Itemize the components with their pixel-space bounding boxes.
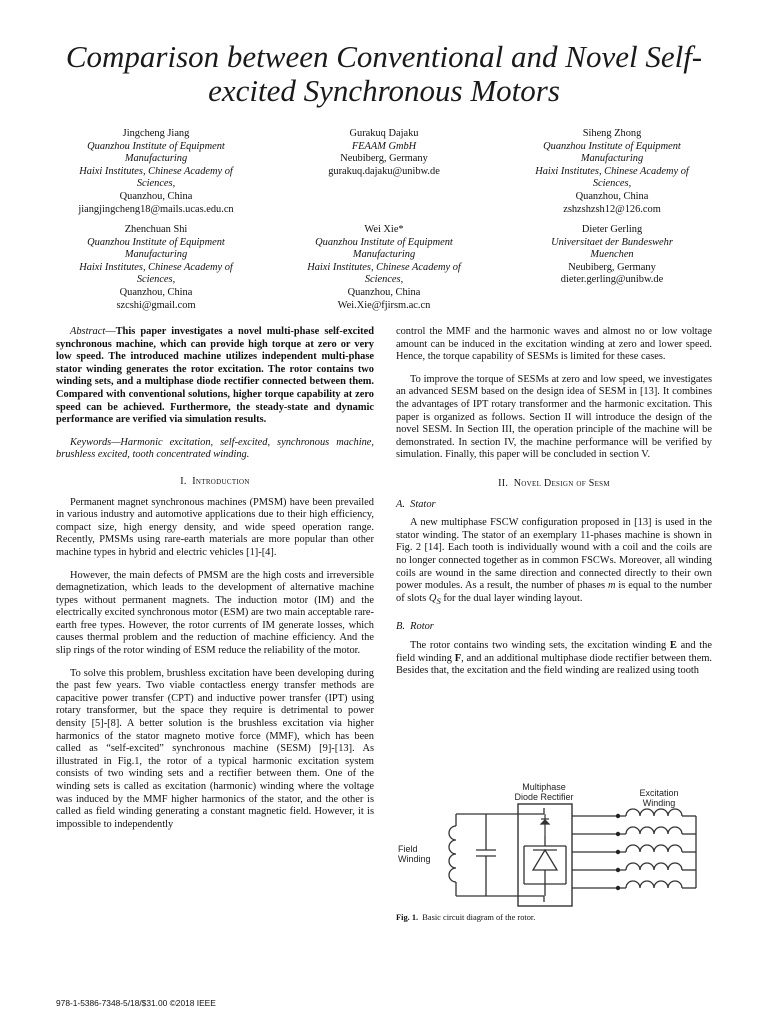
paragraph: control the MMF and the harmonic waves and almost no or low voltage amount can be induced in the excitation winding at zero and lower speed. Hence, the torque capability of SESMs is limited for these cases.: [396, 326, 712, 363]
author-location: Quanzhou, China: [347, 286, 421, 298]
author-affiliation: Manufacturing: [352, 249, 416, 261]
author-affiliation: Universitaet der Bundeswehr: [551, 236, 673, 248]
author-location: Neubiberg, Germany: [340, 153, 428, 165]
text: A new multiphase FSCW configuration proposed in [13] is used in the stator winding. The stator of an exemplary 11-phases machine is shown in Fig. 2 [14]. Each tooth is individually wound with a coil and the coils are no longer connected together as in common FSCWs. Moreover, all winding coils are wound in the same direction and connected directly to their own power modules. As a result, the number of phases: [396, 517, 712, 592]
symbol-e: E: [669, 639, 677, 651]
section-heading-novel-design: [396, 478, 712, 491]
polarity-dots: [616, 814, 620, 890]
author-name: Wei Xie*: [364, 224, 404, 235]
author-email: szcshi@gmail.com: [116, 299, 196, 311]
author-email: Wei.Xie@fjirsm.ac.cn: [337, 299, 431, 311]
author-location: Quanzhou, China: [119, 286, 193, 298]
author-email: gurakuq.dajaku@unibw.de: [328, 165, 440, 177]
author-affiliation: Quanzhou Institute of Equipment: [87, 140, 225, 152]
author-affiliation: Muenchen: [590, 249, 634, 261]
author-affiliation: Sciences,: [592, 178, 632, 190]
keywords: [56, 437, 374, 462]
symbol-f: F: [454, 652, 462, 664]
author-email: jiangjingcheng18@mails.ucas.edu.cn: [78, 203, 234, 215]
abstract-label: Abstract: [70, 326, 106, 337]
field-label-line-1: Field: [398, 844, 418, 854]
excitation-label-line-1: Excitation: [639, 788, 679, 798]
dc-bus-wires: [456, 808, 544, 902]
author-affiliation: Haixi Institutes, Chinese Academy of: [79, 165, 233, 177]
paragraph: To solve this problem, brushless excitation have been developing during the past few years. Two viable contactless energy transfer methods are capacitive power transfer (CPT) and inductive power transfer (IPT) using rotary transformer, but the space they require is detrimental to power density [5]-[8]. A better solution is the brushless excitation via higher harmonics of the stator magneto motive force (MMF), which has been called as “self-excited” synchronous machine (SESM) [9]-[13]. As illustrated in Fig.1, the rotor of a typical harmonic excitation system consists of two winding sets and a rectifier between them. One of the winding sets is called as excitation (harmonic) winding where the voltage was induced by the MMF higher harmonics of the stator, and the other is called as field winding generating a constant magnetic field. However, it is impossible to independently: [56, 667, 374, 830]
rotor-circuit-diagram: [396, 780, 716, 910]
subsection-title: Stator: [410, 498, 436, 510]
author-affiliation: Manufacturing: [580, 153, 644, 165]
abstract-dash: —: [105, 326, 116, 337]
paragraph: However, the main defects of PMSM are the high costs and irreversible demagnetization, which leads to the development of alternative machine types without permanent magnets. The induction motor (IM) and the electrically excited synchronous motor (ESM) are two main acceptable rare-earth free types. However, the rotor currents of IM generate losses, which causes thermal problem and the reduction of machine efficiency. And the slip rings of the rotor winding of ESM reduce the reliability of the motor.: [56, 569, 374, 657]
author-location: Quanzhou, China: [575, 190, 649, 202]
symbol-q: Q: [428, 592, 437, 604]
abstract-text: This paper investigates a novel multi-phase self-excited synchronous machine, which can provide high torque at zero or very low speed. The introduced machine utilizes independent multi-phase stator winding generates the rotor excitation. The rotor contains two winding sets, and a multiphase diode rectifier connected between them. Compared with conventional solutions, higher torque capability at zero speed can be achieved. Furthermore, the steady-state and dynamic performance are verified via simulation results.: [56, 326, 374, 426]
author-block-5: [284, 224, 484, 312]
caption-text: Basic circuit diagram of the rotor.: [422, 913, 536, 922]
excitation-label-line-2: Winding: [642, 798, 676, 808]
author-email: dieter.gerling@unibw.de: [560, 274, 664, 286]
author-affiliation: Haixi Institutes, Chinese Academy of: [535, 165, 689, 177]
small-diode-icon: [541, 814, 549, 836]
author-affiliation: Quanzhou Institute of Equipment: [315, 236, 453, 248]
author-affiliation: Manufacturing: [124, 249, 188, 261]
author-block-2: [284, 128, 484, 178]
text: is equal to the number of slots: [396, 580, 712, 604]
text: and the field winding: [396, 639, 712, 664]
large-diode-icon: [524, 836, 566, 896]
figure-caption: [396, 913, 535, 922]
author-affiliation: Quanzhou Institute of Equipment: [543, 140, 681, 152]
author-affiliation: Sciences,: [136, 178, 176, 190]
rectifier-label-line-2: Diode Rectifier: [514, 792, 574, 802]
paper-title: [40, 40, 728, 108]
rotor-paragraph: [396, 640, 712, 678]
author-affiliation: Manufacturing: [124, 153, 188, 165]
author-affiliation: Sciences,: [136, 274, 176, 286]
author-block-3: [512, 128, 712, 216]
abstract: [56, 326, 374, 427]
symbol-m: m: [608, 580, 616, 592]
section-title: Novel Design of Sesm: [513, 477, 610, 489]
section-title: Introduction: [192, 475, 250, 487]
keywords-label: Keywords: [70, 436, 112, 448]
author-name: Gurakuq Dajaku: [349, 128, 419, 139]
rectifier-label-line-1: Multiphase: [522, 782, 566, 792]
right-column: [396, 326, 712, 678]
subsection-label: B.: [396, 621, 405, 633]
subsection-heading-stator: [396, 499, 712, 512]
author-location: Neubiberg, Germany: [568, 261, 656, 273]
title-line-1: Comparison between Conventional and Novel Self-: [65, 39, 703, 74]
subsection-heading-rotor: [396, 621, 712, 634]
author-affiliation: Haixi Institutes, Chinese Academy of: [79, 261, 233, 273]
paragraph: To improve the torque of SESMs at zero and low speed, we investigates an advanced SESM based on the design idea of SESM in [13]. It combines the advantages of IPT rotary transformer and the harmonic excitation. This paper is organized as follows. Section II will introduce the design of the novel SESM. In Section III, the operation principle of the machine will be demonstrated. In section IV, the machine performance will be verified by simulation. Finally, this paper will be concluded in section V.: [396, 373, 712, 461]
stator-paragraph: [396, 517, 712, 607]
author-block-1: [56, 128, 256, 216]
subsection-title: Rotor: [410, 621, 434, 633]
keywords-text: —Harmonic excitation, self-excited, synchronous machine, brushless excited, tooth concentrated winding.: [56, 436, 374, 461]
paragraph: Permanent magnet synchronous machines (PMSM) have been prevailed in various industry and automotive applications due to their high efficiency, compact size, high energy density, and wide speed operation range. Recently, PMSMs using rare-earth materials are more popular than other machine types in hybrid and electric vehicles [1]-[4].: [56, 496, 374, 558]
author-block-4: [56, 224, 256, 312]
author-affiliation: Quanzhou Institute of Equipment: [87, 236, 225, 248]
section-number: I.: [180, 475, 187, 487]
capacitor: [476, 814, 496, 896]
author-block-6: [512, 224, 712, 287]
text: , and an additional multiphase diode rectifier between them. Besides that, the excitation and the field winding are realized using tooth: [396, 652, 713, 677]
author-name: Zhenchuan Shi: [124, 224, 188, 235]
author-affiliation: Haixi Institutes, Chinese Academy of: [307, 261, 461, 273]
section-heading-introduction: [56, 476, 374, 489]
caption-label: Fig. 1.: [396, 913, 419, 922]
text: The rotor contains two winding sets, the excitation winding: [410, 639, 670, 651]
title-line-2: excited Synchronous Motors: [208, 73, 560, 108]
field-label-line-2: Winding: [398, 854, 431, 864]
copyright-footer: 978-1-5386-7348-5/18/$31.00 ©2018 IEEE: [56, 998, 216, 1008]
author-name: Jingcheng Jiang: [122, 128, 190, 139]
section-number: II.: [498, 477, 509, 489]
author-email: zshzshzsh12@126.com: [563, 203, 661, 215]
field-winding-coil: [449, 814, 456, 896]
text: for the dual layer winding layout.: [440, 592, 583, 604]
symbol-q-subscript: S: [436, 595, 441, 606]
author-location: Quanzhou, China: [119, 190, 193, 202]
subsection-label: A.: [396, 498, 405, 510]
excitation-winding-coils: [572, 809, 696, 888]
author-affiliation: FEAAM GmbH: [351, 140, 417, 152]
left-column: [56, 326, 374, 831]
author-name: Dieter Gerling: [581, 224, 643, 235]
author-name: Siheng Zhong: [582, 128, 642, 139]
author-affiliation: Sciences,: [364, 274, 404, 286]
